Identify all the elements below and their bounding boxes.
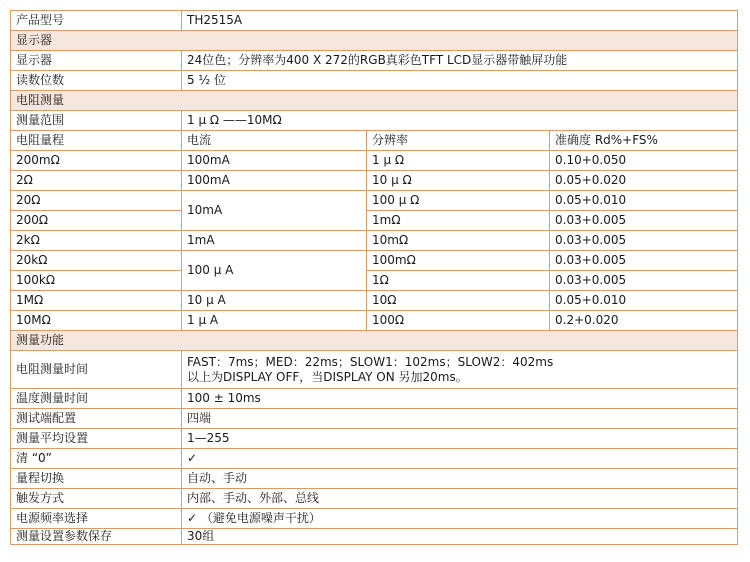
digits-row	[11, 71, 738, 91]
zero-value: ✓	[182, 449, 738, 469]
zero-label: 清 “0”	[11, 449, 182, 469]
range-cell: 100kΩ	[11, 271, 182, 291]
resolution-cell: 1Ω	[367, 271, 550, 291]
table-row	[11, 191, 738, 211]
range-cell: 20kΩ	[11, 251, 182, 271]
header-range: 电阻量程	[11, 131, 182, 151]
table-row	[11, 311, 738, 331]
terminal-label: 测试端配置	[11, 409, 182, 429]
terminal-value: 四端	[182, 409, 738, 429]
range-switch-row	[11, 469, 738, 489]
table-row	[11, 171, 738, 191]
resolution-cell: 1 μ Ω	[367, 151, 550, 171]
measure-time-value	[182, 351, 738, 389]
range-cell: 1MΩ	[11, 291, 182, 311]
model-label: 产品型号	[11, 11, 182, 31]
table-row	[11, 151, 738, 171]
current-cell: 10mA	[182, 191, 367, 231]
trigger-label: 触发方式	[11, 489, 182, 509]
range-cell: 10MΩ	[11, 311, 182, 331]
model-row	[11, 11, 738, 31]
table-row	[11, 291, 738, 311]
resolution-cell: 100mΩ	[367, 251, 550, 271]
current-cell: 100mA	[182, 171, 367, 191]
line-freq-label: 电源频率选择	[11, 509, 182, 529]
trigger-value: 内部、手动、外部、总线	[182, 489, 738, 509]
digits-label: 读数位数	[11, 71, 182, 91]
range-switch-value: 自动、手动	[182, 469, 738, 489]
header-accuracy: 准确度 Rd%+FS%	[550, 131, 738, 151]
digits-value: 5 ½ 位	[182, 71, 738, 91]
accuracy-cell: 0.03+0.005	[550, 211, 738, 231]
current-cell: 100 μ A	[182, 251, 367, 291]
range-value: 1 μ Ω ——10MΩ	[182, 111, 738, 131]
accuracy-cell: 0.05+0.010	[550, 291, 738, 311]
zero-row	[11, 449, 738, 469]
range-cell: 20Ω	[11, 191, 182, 211]
range-label: 测量范围	[11, 111, 182, 131]
accuracy-cell: 0.03+0.005	[550, 231, 738, 251]
display-label: 显示器	[11, 51, 182, 71]
averaging-row	[11, 429, 738, 449]
measure-time-line-2: 以上为DISPLAY OFF，当DISPLAY ON 另加20ms。	[187, 369, 468, 384]
temp-time-label: 温度测量时间	[11, 389, 182, 409]
display-value: 24位色；分辨率为400 X 272的RGB真彩色TFT LCD显示器带触屏功能	[182, 51, 738, 71]
header-resolution: 分辨率	[367, 131, 550, 151]
trigger-row	[11, 489, 738, 509]
measure-time-line-1: FAST：7ms；MED：22ms；SLOW1：102ms；SLOW2：402ms	[187, 354, 554, 369]
measure-time-row	[11, 351, 738, 389]
resistance-section-row	[11, 91, 738, 111]
range-row	[11, 111, 738, 131]
accuracy-cell: 0.03+0.005	[550, 271, 738, 291]
save-value: 30组	[182, 529, 738, 545]
resistance-section-title: 电阻测量	[11, 91, 738, 111]
range-cell: 2Ω	[11, 171, 182, 191]
range-cell: 200mΩ	[11, 151, 182, 171]
accuracy-cell: 0.03+0.005	[550, 251, 738, 271]
accuracy-cell: 0.10+0.050	[550, 151, 738, 171]
save-row	[11, 529, 738, 545]
resolution-cell: 100 μ Ω	[367, 191, 550, 211]
range-cell: 2kΩ	[11, 231, 182, 251]
resolution-cell: 10 μ Ω	[367, 171, 550, 191]
range-cell: 200Ω	[11, 211, 182, 231]
resolution-cell: 1mΩ	[367, 211, 550, 231]
current-cell: 1mA	[182, 231, 367, 251]
current-cell: 10 μ A	[182, 291, 367, 311]
display-section-title: 显示器	[11, 31, 738, 51]
table-row	[11, 211, 738, 231]
temp-time-row	[11, 389, 738, 409]
table-row	[11, 251, 738, 271]
header-current: 电流	[182, 131, 367, 151]
current-cell: 1 μ A	[182, 311, 367, 331]
line-freq-row	[11, 509, 738, 529]
resolution-cell: 10Ω	[367, 291, 550, 311]
current-cell: 100mA	[182, 151, 367, 171]
table-row	[11, 231, 738, 251]
function-section-title: 测量功能	[11, 331, 738, 351]
accuracy-cell: 0.05+0.010	[550, 191, 738, 211]
range-switch-label: 量程切换	[11, 469, 182, 489]
save-label: 测量设置参数保存	[11, 529, 182, 545]
range-table-header	[11, 131, 738, 151]
terminal-row	[11, 409, 738, 429]
accuracy-cell: 0.2+0.020	[550, 311, 738, 331]
averaging-label: 测量平均设置	[11, 429, 182, 449]
measure-time-label: 电阻测量时间	[11, 351, 182, 389]
resolution-cell: 100Ω	[367, 311, 550, 331]
resolution-cell: 10mΩ	[367, 231, 550, 251]
temp-time-value: 100 ± 10ms	[182, 389, 738, 409]
averaging-value: 1—255	[182, 429, 738, 449]
accuracy-cell: 0.05+0.020	[550, 171, 738, 191]
spec-table	[10, 10, 738, 545]
display-section-row	[11, 31, 738, 51]
function-section-row	[11, 331, 738, 351]
table-row	[11, 271, 738, 291]
display-row	[11, 51, 738, 71]
line-freq-value: ✓ （避免电源噪声干扰）	[182, 509, 738, 529]
model-value: TH2515A	[182, 11, 738, 31]
